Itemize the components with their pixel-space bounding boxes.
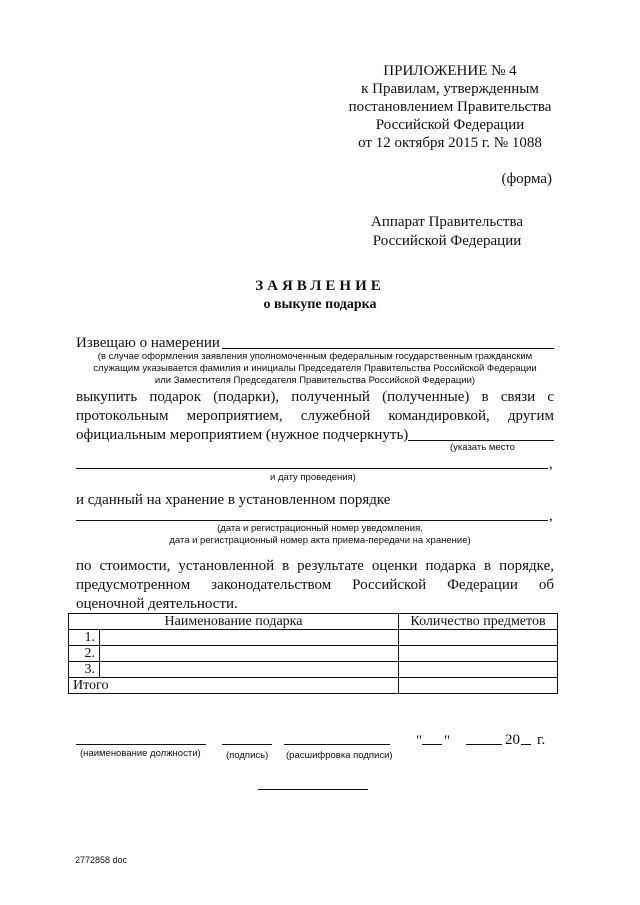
quantity-cell[interactable]	[399, 662, 558, 678]
table-total-row	[69, 678, 558, 694]
table-row	[69, 630, 558, 646]
date-year-prefix: 20	[505, 732, 520, 748]
appendix-header	[330, 62, 570, 152]
quantity-cell[interactable]	[399, 646, 558, 662]
appendix-line-4: от 12 октября 2015 г. № 1088	[358, 135, 542, 151]
document-subtitle: о выкупе подарка	[263, 297, 377, 312]
table-row	[69, 662, 558, 678]
notify-label: Извещаю о намерении	[76, 335, 220, 351]
signature-caption: (подпись)	[226, 750, 269, 761]
comma-2: ,	[549, 508, 553, 524]
body-paragraph-1-last: официальным мероприятием (нужное подчеркнуть)	[76, 427, 409, 443]
date-year-line[interactable]	[521, 744, 531, 745]
notify-note-line-1: (в случае оформления заявления уполномоченным федеральным государственным гражданским	[97, 351, 533, 362]
row-number: 1.	[69, 630, 100, 646]
stored-note	[150, 523, 490, 547]
date-quote-close: "	[444, 733, 451, 749]
signature-line[interactable]	[222, 744, 272, 745]
stored-note-line-1: (дата и регистрационный номер уведомления,	[217, 523, 423, 534]
body-paragraph-1: выкупить подарок (подарки), полученный (полученные) в связи с протокольным мероприятием, служебной командировкой, другим	[76, 389, 554, 424]
document-id: 2772858 doc	[75, 855, 128, 865]
stored-fill-line[interactable]	[76, 520, 548, 521]
gift-name-cell[interactable]	[100, 662, 399, 678]
position-caption: (наименование должности)	[80, 748, 201, 759]
body-paragraph-2: по стоимости, установленной в результате оценки подарка в порядке, предусмотренном законодательством Российской Федерации об оценочной деятельности.	[76, 558, 554, 612]
separator-line	[258, 789, 368, 790]
header-quantity: Количество предметов	[399, 614, 558, 630]
event-fill-line[interactable]	[408, 440, 554, 441]
stored-text: и сданный на хранение в установленном порядке	[76, 492, 391, 508]
position-line[interactable]	[76, 744, 206, 745]
total-quantity-cell[interactable]	[399, 678, 558, 694]
document-title: ЗАЯВЛЕНИЕ	[255, 278, 385, 294]
addressee-line-2: Российской Федерации	[372, 233, 522, 249]
row-number: 3.	[69, 662, 100, 678]
decode-caption: (расшифровка подписи)	[286, 750, 393, 761]
addressee	[352, 213, 542, 251]
notify-note	[76, 351, 554, 387]
appendix-title: ПРИЛОЖЕНИЕ № 4	[383, 63, 517, 79]
appendix-line-3: Российской Федерации	[375, 117, 525, 133]
addressee-line-1: Аппарат Правительства	[370, 214, 523, 230]
notify-note-line-2: служащим указывается фамилия и инициалы Председателя Правительства Российской Федерации	[93, 363, 537, 374]
row-number: 2.	[69, 646, 100, 662]
appendix-line-2: постановлением Правительства	[348, 99, 552, 115]
notify-note-line-3: или Заместителя Председателя Правительства Российской Федерации)	[154, 375, 476, 386]
stored-note-line-2: дата и регистрационный номер акта приема-передачи на хранение)	[169, 535, 471, 546]
place-date-fill-line[interactable]	[76, 468, 548, 469]
form-label: (форма)	[501, 171, 552, 187]
place-note-1: (указать место	[450, 442, 515, 453]
date-quote-open: "	[416, 733, 423, 749]
place-note-2: и дату проведения)	[270, 472, 356, 483]
date-month-line[interactable]	[466, 744, 502, 745]
decode-line[interactable]	[284, 744, 390, 745]
appendix-line-1: к Правилам, утвержденным	[361, 81, 539, 97]
date-day-line[interactable]	[422, 744, 442, 745]
notify-fill-line[interactable]	[222, 348, 554, 349]
comma-1: ,	[549, 456, 553, 472]
quantity-cell[interactable]	[399, 630, 558, 646]
table-header-row	[69, 614, 558, 630]
header-gift-name: Наименование подарка	[69, 614, 399, 630]
date-year-suffix: г.	[537, 732, 546, 748]
table-row	[69, 646, 558, 662]
gift-name-cell[interactable]	[100, 630, 399, 646]
total-label: Итого	[69, 678, 399, 694]
gift-table	[68, 613, 558, 694]
gift-name-cell[interactable]	[100, 646, 399, 662]
